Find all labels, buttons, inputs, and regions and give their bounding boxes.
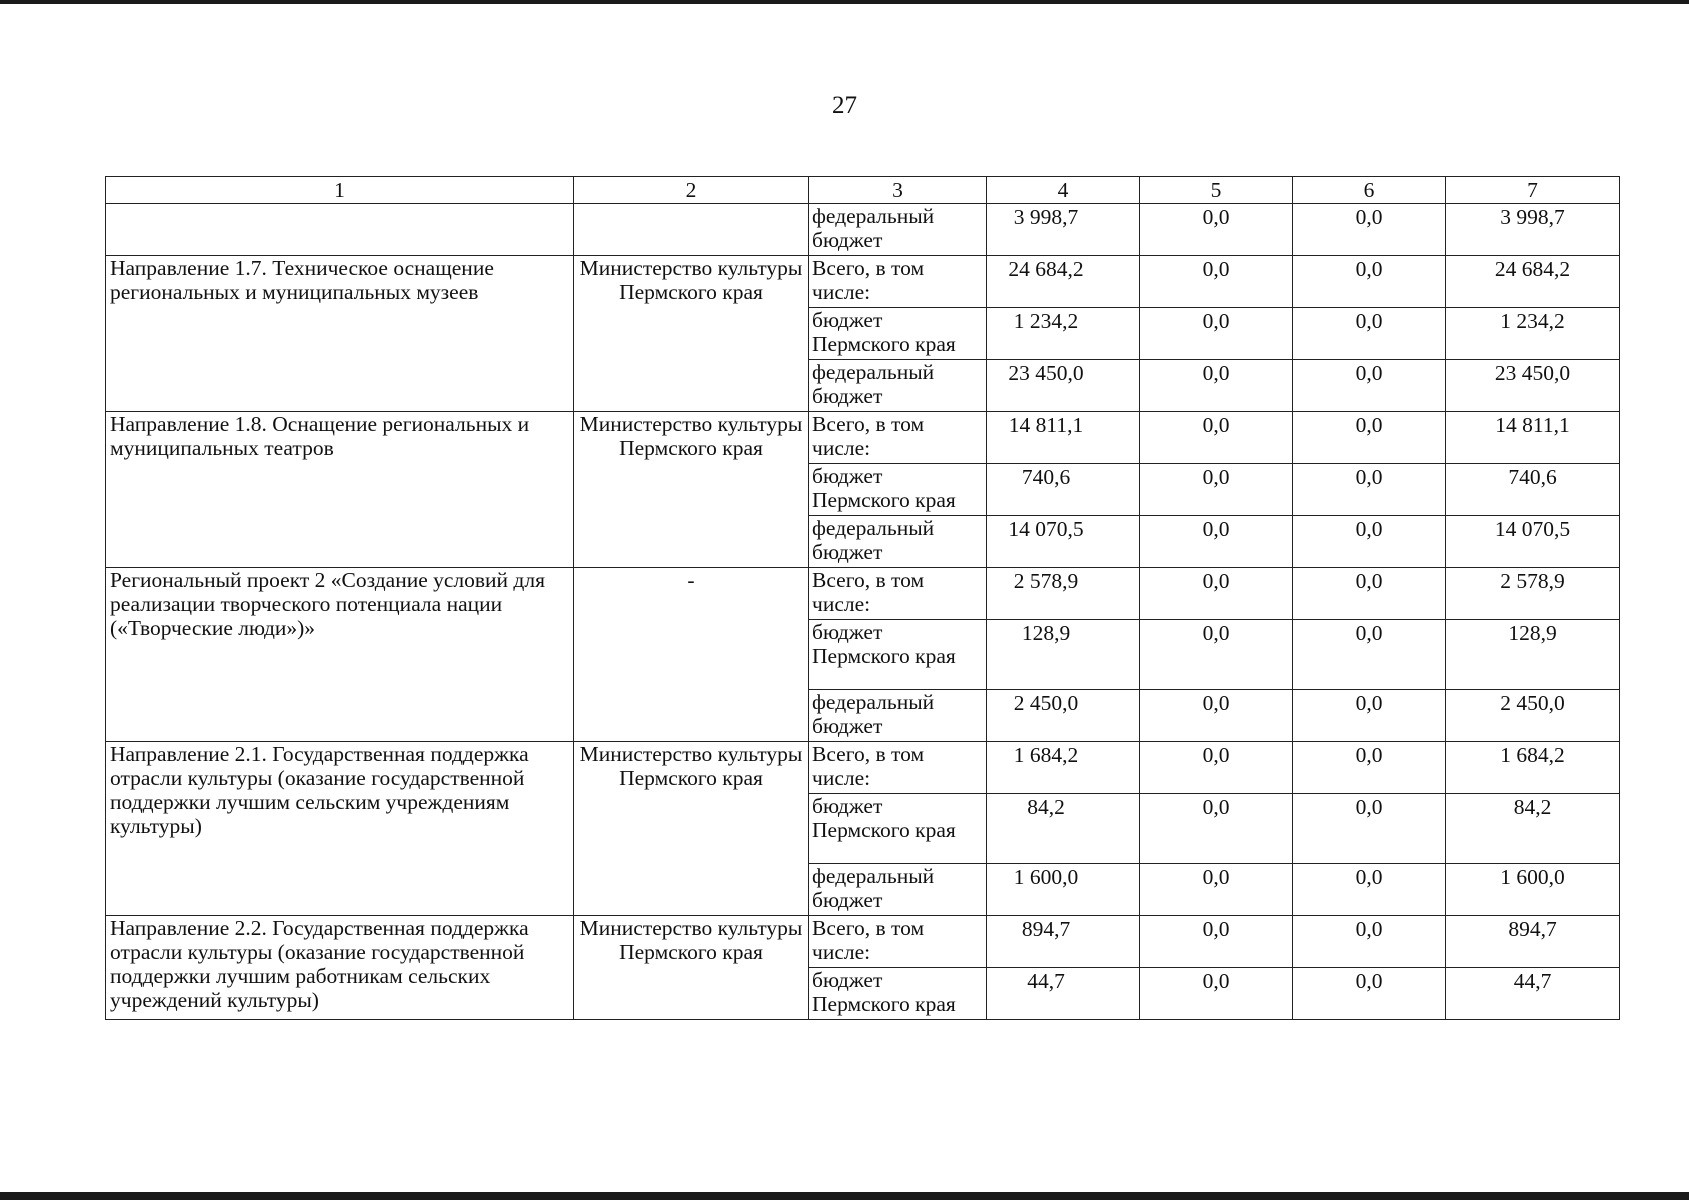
- table-row: [106, 412, 1620, 464]
- funding-source-cell: бюджет Пермского края: [809, 968, 987, 1020]
- value-cell: 14 811,1: [1446, 412, 1620, 464]
- value-cell: 0,0: [1140, 516, 1293, 568]
- value-cell: 0,0: [1140, 864, 1293, 916]
- funding-source-cell: бюджет Пермского края: [809, 308, 987, 360]
- scan-edge-bottom: [0, 1192, 1689, 1200]
- value-cell: 0,0: [1293, 464, 1446, 516]
- value-cell: 1 600,0: [987, 864, 1140, 916]
- value-cell: 0,0: [1140, 308, 1293, 360]
- value-cell: 23 450,0: [1446, 360, 1620, 412]
- value-cell: 0,0: [1293, 690, 1446, 742]
- value-cell: 1 684,2: [1446, 742, 1620, 794]
- value-cell: 14 070,5: [987, 516, 1140, 568]
- funding-source-cell: федеральный бюджет: [809, 360, 987, 412]
- measure-name-cell: Направление 2.1. Государственная поддержка отрасли культуры (оказание государственной поддержки лучшим сельским учреждениям культуры): [106, 742, 574, 916]
- value-cell: 0,0: [1293, 864, 1446, 916]
- value-cell: 44,7: [987, 968, 1140, 1020]
- funding-source-cell: бюджет Пермского края: [809, 464, 987, 516]
- value-cell: 0,0: [1140, 412, 1293, 464]
- value-cell: 2 578,9: [987, 568, 1140, 620]
- funding-source-cell: Всего, в том числе:: [809, 916, 987, 968]
- executor-cell: -: [574, 568, 809, 742]
- funding-source-cell: Всего, в том числе:: [809, 256, 987, 308]
- value-cell: 0,0: [1293, 308, 1446, 360]
- scan-edge-top: [0, 0, 1689, 4]
- value-cell: 0,0: [1140, 620, 1293, 690]
- value-cell: 0,0: [1293, 742, 1446, 794]
- column-header: 1: [106, 177, 574, 204]
- value-cell: 0,0: [1140, 464, 1293, 516]
- value-cell: 0,0: [1140, 204, 1293, 256]
- budget-table: [105, 176, 1620, 1020]
- column-header: 5: [1140, 177, 1293, 204]
- table-row: [106, 256, 1620, 308]
- value-cell: 24 684,2: [987, 256, 1140, 308]
- measure-name-cell: Направление 1.7. Техническое оснащение региональных и муниципальных музеев: [106, 256, 574, 412]
- column-header: 4: [987, 177, 1140, 204]
- value-cell: 1 234,2: [1446, 308, 1620, 360]
- value-cell: 0,0: [1293, 412, 1446, 464]
- funding-source-cell: Всего, в том числе:: [809, 568, 987, 620]
- value-cell: 0,0: [1293, 794, 1446, 864]
- executor-cell: Министерство культуры Пермского края: [574, 916, 809, 1020]
- value-cell: 0,0: [1140, 794, 1293, 864]
- value-cell: 0,0: [1140, 742, 1293, 794]
- value-cell: 3 998,7: [1446, 204, 1620, 256]
- value-cell: 2 450,0: [1446, 690, 1620, 742]
- table-row: [106, 204, 1620, 256]
- funding-source-cell: бюджет Пермского края: [809, 620, 987, 690]
- value-cell: 0,0: [1293, 568, 1446, 620]
- value-cell: 14 070,5: [1446, 516, 1620, 568]
- funding-source-cell: федеральный бюджет: [809, 690, 987, 742]
- value-cell: 894,7: [987, 916, 1140, 968]
- value-cell: 14 811,1: [987, 412, 1140, 464]
- value-cell: 2 450,0: [987, 690, 1140, 742]
- value-cell: 0,0: [1140, 690, 1293, 742]
- value-cell: 0,0: [1140, 968, 1293, 1020]
- value-cell: 128,9: [1446, 620, 1620, 690]
- value-cell: 2 578,9: [1446, 568, 1620, 620]
- value-cell: 3 998,7: [987, 204, 1140, 256]
- value-cell: 740,6: [987, 464, 1140, 516]
- value-cell: 1 600,0: [1446, 864, 1620, 916]
- value-cell: 0,0: [1293, 916, 1446, 968]
- executor-cell: Министерство культуры Пермского края: [574, 256, 809, 412]
- value-cell: 0,0: [1293, 968, 1446, 1020]
- column-header: 6: [1293, 177, 1446, 204]
- value-cell: 1 234,2: [987, 308, 1140, 360]
- table-row: [106, 916, 1620, 968]
- value-cell: 0,0: [1140, 256, 1293, 308]
- measure-name-cell: Направление 2.2. Государственная поддержка отрасли культуры (оказание государственной поддержки лучшим работникам сельских учреждений культуры): [106, 916, 574, 1020]
- measure-name-cell: Региональный проект 2 «Создание условий для реализации творческого потенциала нации («Творческие люди»)»: [106, 568, 574, 742]
- value-cell: 0,0: [1293, 516, 1446, 568]
- funding-source-cell: федеральный бюджет: [809, 516, 987, 568]
- value-cell: 894,7: [1446, 916, 1620, 968]
- value-cell: 1 684,2: [987, 742, 1140, 794]
- value-cell: 0,0: [1140, 360, 1293, 412]
- value-cell: 0,0: [1293, 620, 1446, 690]
- value-cell: 44,7: [1446, 968, 1620, 1020]
- executor-cell: [574, 204, 809, 256]
- funding-source-cell: федеральный бюджет: [809, 864, 987, 916]
- value-cell: 0,0: [1140, 568, 1293, 620]
- table-header-row: [106, 177, 1620, 204]
- funding-source-cell: Всего, в том числе:: [809, 742, 987, 794]
- value-cell: 740,6: [1446, 464, 1620, 516]
- value-cell: 84,2: [1446, 794, 1620, 864]
- page-number: 27: [832, 92, 857, 119]
- column-header: 7: [1446, 177, 1620, 204]
- value-cell: 0,0: [1293, 360, 1446, 412]
- value-cell: 0,0: [1293, 204, 1446, 256]
- value-cell: 0,0: [1293, 256, 1446, 308]
- table-row: [106, 742, 1620, 794]
- executor-cell: Министерство культуры Пермского края: [574, 412, 809, 568]
- value-cell: 0,0: [1140, 916, 1293, 968]
- column-header: 2: [574, 177, 809, 204]
- executor-cell: Министерство культуры Пермского края: [574, 742, 809, 916]
- funding-source-cell: федеральный бюджет: [809, 204, 987, 256]
- value-cell: 84,2: [987, 794, 1140, 864]
- funding-source-cell: Всего, в том числе:: [809, 412, 987, 464]
- measure-name-cell: Направление 1.8. Оснащение региональных и муниципальных театров: [106, 412, 574, 568]
- measure-name-cell: [106, 204, 574, 256]
- value-cell: 128,9: [987, 620, 1140, 690]
- table-row: [106, 568, 1620, 620]
- value-cell: 23 450,0: [987, 360, 1140, 412]
- column-header: 3: [809, 177, 987, 204]
- funding-source-cell: бюджет Пермского края: [809, 794, 987, 864]
- value-cell: 24 684,2: [1446, 256, 1620, 308]
